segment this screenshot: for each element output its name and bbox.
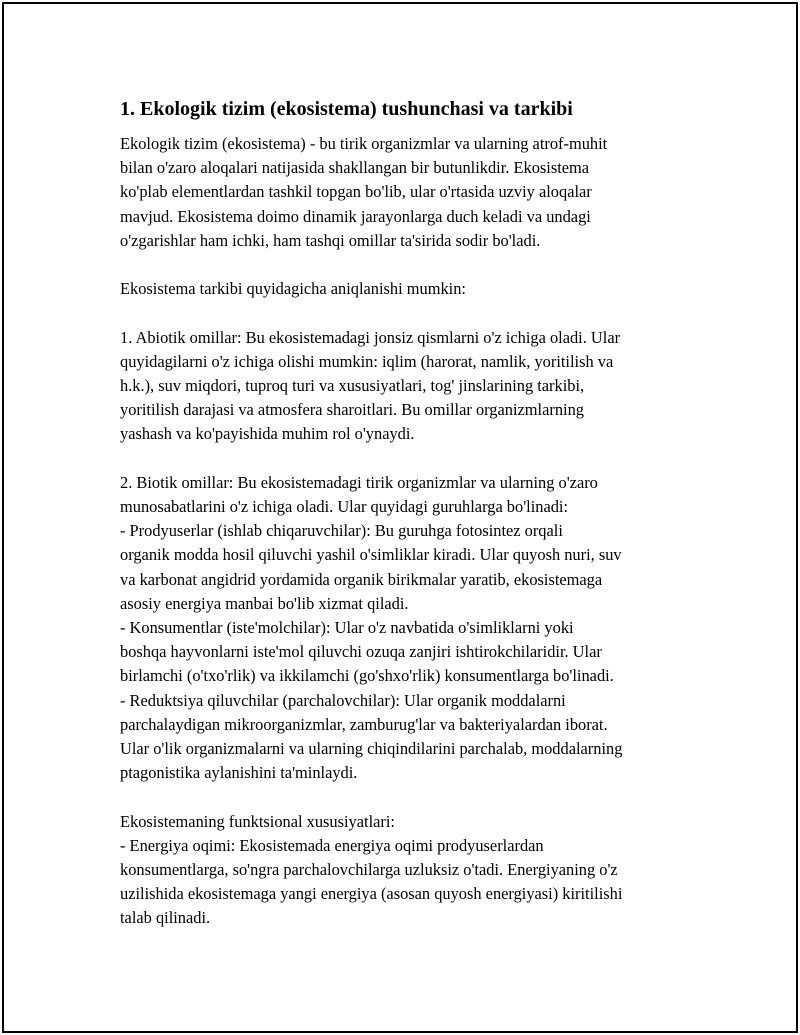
document-body xyxy=(120,96,700,931)
paragraph-gap xyxy=(120,785,700,809)
page-frame xyxy=(2,2,798,1033)
paragraph-gap xyxy=(120,301,700,325)
intro-paragraph: Ekologik tizim (ekosistema) - bu tirik organizmlar va ularning atrof-muhit bilan o'zaro aloqalari natijasida shakllangan bir butunlikdir. Ekosistema ko'plab elementlardan tashkil topgan bo'lib, ular o'rtasida uzviy aloqalar mavjud. Ekosistema doimo dinamik jarayonlarga duch keladi va undagi o'zgarishlar ham ichki, ham tashqi omillar ta'sirida sodir bo'ladi. xyxy=(120,134,608,250)
paragraph-gap xyxy=(120,253,700,277)
biotic-paragraph: 2. Biotik omillar: Bu ekosistemadagi tirik organizmlar va ularning o'zaro munosabatlarini o'z ichiga oladi. Ular quyidagi guruhlarga bo'linadi: - Prodyuserlar (ishlab chiqaruvchilar): Bu guruhga fotosintez orqali organik modda hosil qiluvchi yashil o'simliklar kiradi. Ular quyosh nuri, suv va karbonat angidrid yordamida organik birikmalar yaratib, ekosistemaga asosiy energiya manbai bo'lib xizmat qiladi. - Konsumentlar (iste'molchilar): Ular o'z navbatida o'simliklarni yoki boshqa hayvonlarni iste'mol qiluvchi ozuqa zanjiri ishtirokchilaridir. Ular birlamchi (o'txo'rlik) va ikkilamchi (go'shxo'rlik) konsumentlarga bo'linadi. - Reduktsiya qiluvchilar (parchalovchilar): Ular organik moddalarni parchalaydigan mikroorganizmlar, zamburug'lar va bakteriyalardan iborat. Ular o'lik organizmalarni va ularning chiqindilarini parchalab, moddalarning ptagonistika aylanishini ta'minlaydi. xyxy=(120,472,623,783)
paragraph-gap xyxy=(120,447,700,471)
composition-paragraph: Ekosistema tarkibi quyidagicha aniqlanishi mumkin: xyxy=(120,279,466,299)
abiotic-paragraph: 1. Abiotik omillar: Bu ekosistemadagi jonsiz qismlarni o'z ichiga oladi. Ular quyidagilarni o'z ichiga olishi mumkin: iqlim (harorat, namlik, yoritilish va h.k.), suv miqdori, tuproq turi va xususiyatlari, tog' jinslarining tarkibi, yoritilish darajasi va atmosfera sharoitlari. Bu omillar organizmlarning yashash va ko'payishida muhim rol o'ynaydi. xyxy=(120,327,621,444)
section-heading: 1. Ekologik tizim (ekosistema) tushunchasi va tarkibi xyxy=(120,98,573,120)
functional-paragraph: Ekosistemaning funktsional xususiyatlari: - Energiya oqimi: Ekosistemada energiya oqimi prodyuserlardan konsumentlarga, so'ngra parchalovchilarga uzluksiz o'tadi. Energiyaning o'z uzilishida ekosistemaga yangi energiya (asosan quyosh energiyasi) kiritilishi talab qilinadi. xyxy=(120,811,623,928)
